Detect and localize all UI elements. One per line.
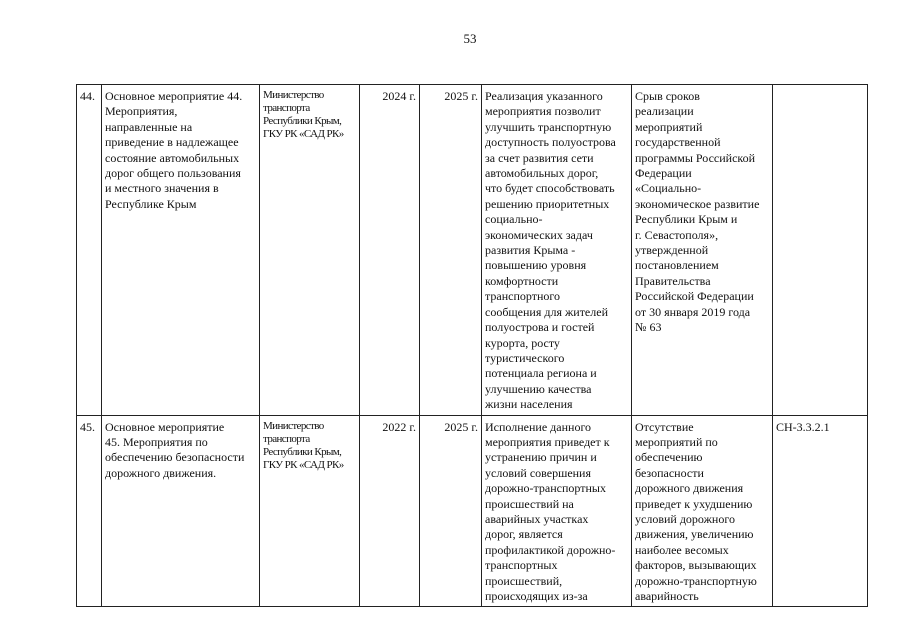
non-implementation-consequences-cell: Срыв сроков реализации мероприятий государственной программы Российской Федерации «Социально- экономическое развитие Республики Крым и г. Севастополя», утвержденной постановлением Правительства Российской Федерации от 30 января 2019 года № 63 [632,85,773,416]
responsible-executor-cell: Министерство транспорта Республики Крым, ГКУ РК «САД РК» [260,85,360,416]
page-number: 53 [463,31,477,46]
expected-result-cell: Реализация указанного мероприятия позволит улучшить транспортную доступность полуострова за счет развития сети автомобильных дорог, что будет способствовать решению приоритетных социально- экономических задач развития Крыма - повышению уровня комфортности транспортного сообщения для жителей полуострова и гостей курорта, росту туристического потенциала региона и улучшению качества жизни населения [482,85,632,416]
table-row [77,85,868,416]
measure-name-cell: Основное мероприятие 44. Мероприятия, направленные на приведение в надлежащее состояние автомобильных дорог общего пользования и местного значения в Республике Крым [102,85,260,416]
non-implementation-consequences-cell: Отсутствие мероприятий по обеспечению безопасности дорожного движения приведет к ухудшению условий дорожного движения, увеличению наиболее весомых факторов, вызывающих дорожно-транспортную аварийность [632,415,773,607]
row-number-cell: 45. [77,415,102,607]
end-year-cell: 2025 г. [420,85,482,416]
end-year-cell: 2025 г. [420,415,482,607]
start-year-cell: 2022 г. [360,415,420,607]
responsible-executor-cell: Министерство транспорта Республики Крым, ГКУ РК «САД РК» [260,415,360,607]
measures-table [76,84,868,607]
start-year-cell: 2024 г. [360,85,420,416]
indicator-link-cell [773,85,868,416]
expected-result-cell: Исполнение данного мероприятия приведет к устранению причин и условий совершения дорожно-транспортных происшествий на аварийных участках дорог, является профилактикой дорожно- транспортных происшествий, происходящих из-за [482,415,632,607]
row-number-cell: 44. [77,85,102,416]
indicator-link-cell: СН-3.3.2.1 [773,415,868,607]
table-row [77,415,868,607]
measure-name-cell: Основное мероприятие 45. Мероприятия по обеспечению безопасности дорожного движения. [102,415,260,607]
